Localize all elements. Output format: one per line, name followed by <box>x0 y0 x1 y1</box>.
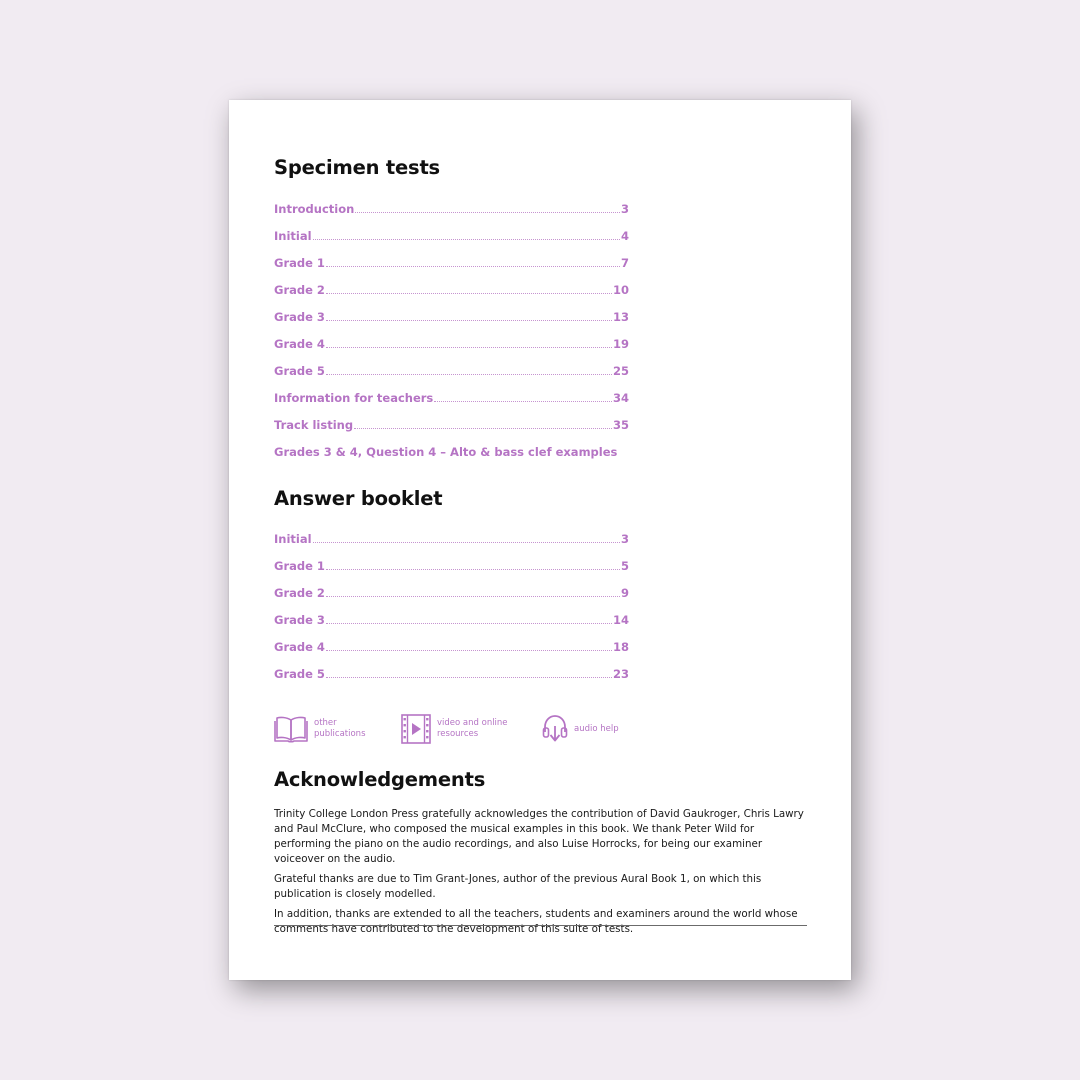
toc-leader-dots <box>326 347 612 348</box>
toc-entry-grade-4[interactable] <box>274 333 629 351</box>
book-icon <box>274 715 308 743</box>
toc-entry-initial[interactable] <box>274 528 629 546</box>
toc-entry-page: 9 <box>620 586 629 600</box>
toc-entry-grade-2[interactable] <box>274 279 629 297</box>
toc-entry-grade-5[interactable] <box>274 360 629 378</box>
toc-entry-label: Information for teachers <box>274 391 434 405</box>
toc-leader-dots <box>326 266 620 267</box>
toc-entry-label: Initial <box>274 532 312 546</box>
legend-label <box>437 718 517 740</box>
acknowledgements-body <box>274 807 807 942</box>
toc-leader-dots <box>313 239 620 240</box>
specimen-tests-heading: Specimen tests <box>274 156 440 179</box>
toc-entry-label: Introduction <box>274 202 355 216</box>
toc-entry-grade-4[interactable] <box>274 636 629 654</box>
acknowledgements-paragraph: In addition, thanks are extended to all the teachers, students and examiners around the world whose comments have contributed to the development of this suite of tests. <box>274 908 798 935</box>
toc-entry-label: Grade 2 <box>274 283 325 297</box>
legend-label-line: other <box>314 718 337 728</box>
toc-entry-label: Grade 4 <box>274 337 325 351</box>
toc-entry-label: Grade 5 <box>274 364 325 378</box>
legend-audio-help <box>542 712 646 746</box>
legend-label-line: resources <box>437 729 479 739</box>
toc-entry-page: 13 <box>612 310 629 324</box>
legend-other-publications <box>274 712 386 746</box>
toc-entry-initial[interactable] <box>274 225 629 243</box>
toc-entry-page: 14 <box>612 613 629 627</box>
toc-entry-grade-1[interactable] <box>274 252 629 270</box>
answer-booklet-heading: Answer booklet <box>274 487 443 510</box>
toc-entry-label: Grade 5 <box>274 667 325 681</box>
toc-entry-track-listing[interactable] <box>274 414 629 432</box>
toc-entry-label: Initial <box>274 229 312 243</box>
toc-entry-page: 3 <box>620 202 629 216</box>
document-page <box>229 100 851 980</box>
legend-label <box>574 724 646 735</box>
toc-entry-page: 7 <box>620 256 629 270</box>
toc-entry-introduction[interactable] <box>274 198 629 216</box>
icon-legend <box>274 712 634 746</box>
toc-entry-page: 3 <box>620 532 629 546</box>
toc-leader-dots <box>326 596 620 597</box>
toc-entry-page: 25 <box>612 364 629 378</box>
toc-entry-page: 23 <box>612 667 629 681</box>
toc-entry-page: 5 <box>620 559 629 573</box>
toc-entry-label: Grade 1 <box>274 256 325 270</box>
toc-entry-page: 34 <box>612 391 629 405</box>
toc-entry-grade-3[interactable] <box>274 609 629 627</box>
toc-leader-dots <box>355 212 620 213</box>
headphones-icon <box>542 714 568 744</box>
toc-leader-dots <box>326 623 612 624</box>
toc-entry-page: 19 <box>612 337 629 351</box>
legend-label-line: video and online <box>437 718 508 728</box>
legend-label-line: audio help <box>574 723 619 734</box>
toc-leader-dots <box>354 428 612 429</box>
acknowledgements-paragraph: Grateful thanks are due to Tim Grant-Jones, author of the previous Aural Book 1, on which this publication is closely modelled. <box>274 873 762 900</box>
acknowledgements-paragraph: Trinity College London Press gratefully acknowledges the contribution of David Gaukroger, Chris Lawry and Paul McClure, who composed the musical examples in this book. We thank Peter Wild for performing the piano on the audio recordings, and also Luise Horrocks, for being our examiner voiceover on the audio. <box>274 808 804 865</box>
toc-leader-dots <box>326 569 620 570</box>
toc-entry-grade-2[interactable] <box>274 582 629 600</box>
toc-entry-label: Grade 3 <box>274 613 325 627</box>
acknowledgements-heading: Acknowledgements <box>274 768 486 791</box>
legend-label <box>314 718 386 740</box>
toc-entry-page: 18 <box>612 640 629 654</box>
toc-entry-label: Grades 3 & 4, Question 4 – Alto & bass clef examples <box>274 445 618 459</box>
toc-leader-dots <box>326 374 612 375</box>
toc-entry-grade-3[interactable] <box>274 306 629 324</box>
legend-label-line: publications <box>314 729 366 739</box>
legend-video-resources <box>401 712 517 746</box>
toc-entry-label: Grade 2 <box>274 586 325 600</box>
video-icon <box>401 714 431 744</box>
toc-entry-grade-1[interactable] <box>274 555 629 573</box>
toc-leader-dots <box>326 677 612 678</box>
toc-entry-page: 10 <box>612 283 629 297</box>
toc-entry-label: Grade 3 <box>274 310 325 324</box>
toc-entry-label: Grade 4 <box>274 640 325 654</box>
footer-divider <box>274 925 807 926</box>
toc-entry-clef-examples[interactable] <box>274 441 629 459</box>
toc-entry-page: 4 <box>620 229 629 243</box>
toc-entry-label: Track listing <box>274 418 354 432</box>
toc-leader-dots <box>313 542 620 543</box>
toc-leader-dots <box>326 320 612 321</box>
toc-entry-information-for-teachers[interactable] <box>274 387 629 405</box>
toc-entry-grade-5[interactable] <box>274 663 629 681</box>
toc-entry-page: 35 <box>612 418 629 432</box>
toc-leader-dots <box>434 401 612 402</box>
toc-leader-dots <box>326 293 612 294</box>
toc-entry-label: Grade 1 <box>274 559 325 573</box>
toc-leader-dots <box>326 650 612 651</box>
